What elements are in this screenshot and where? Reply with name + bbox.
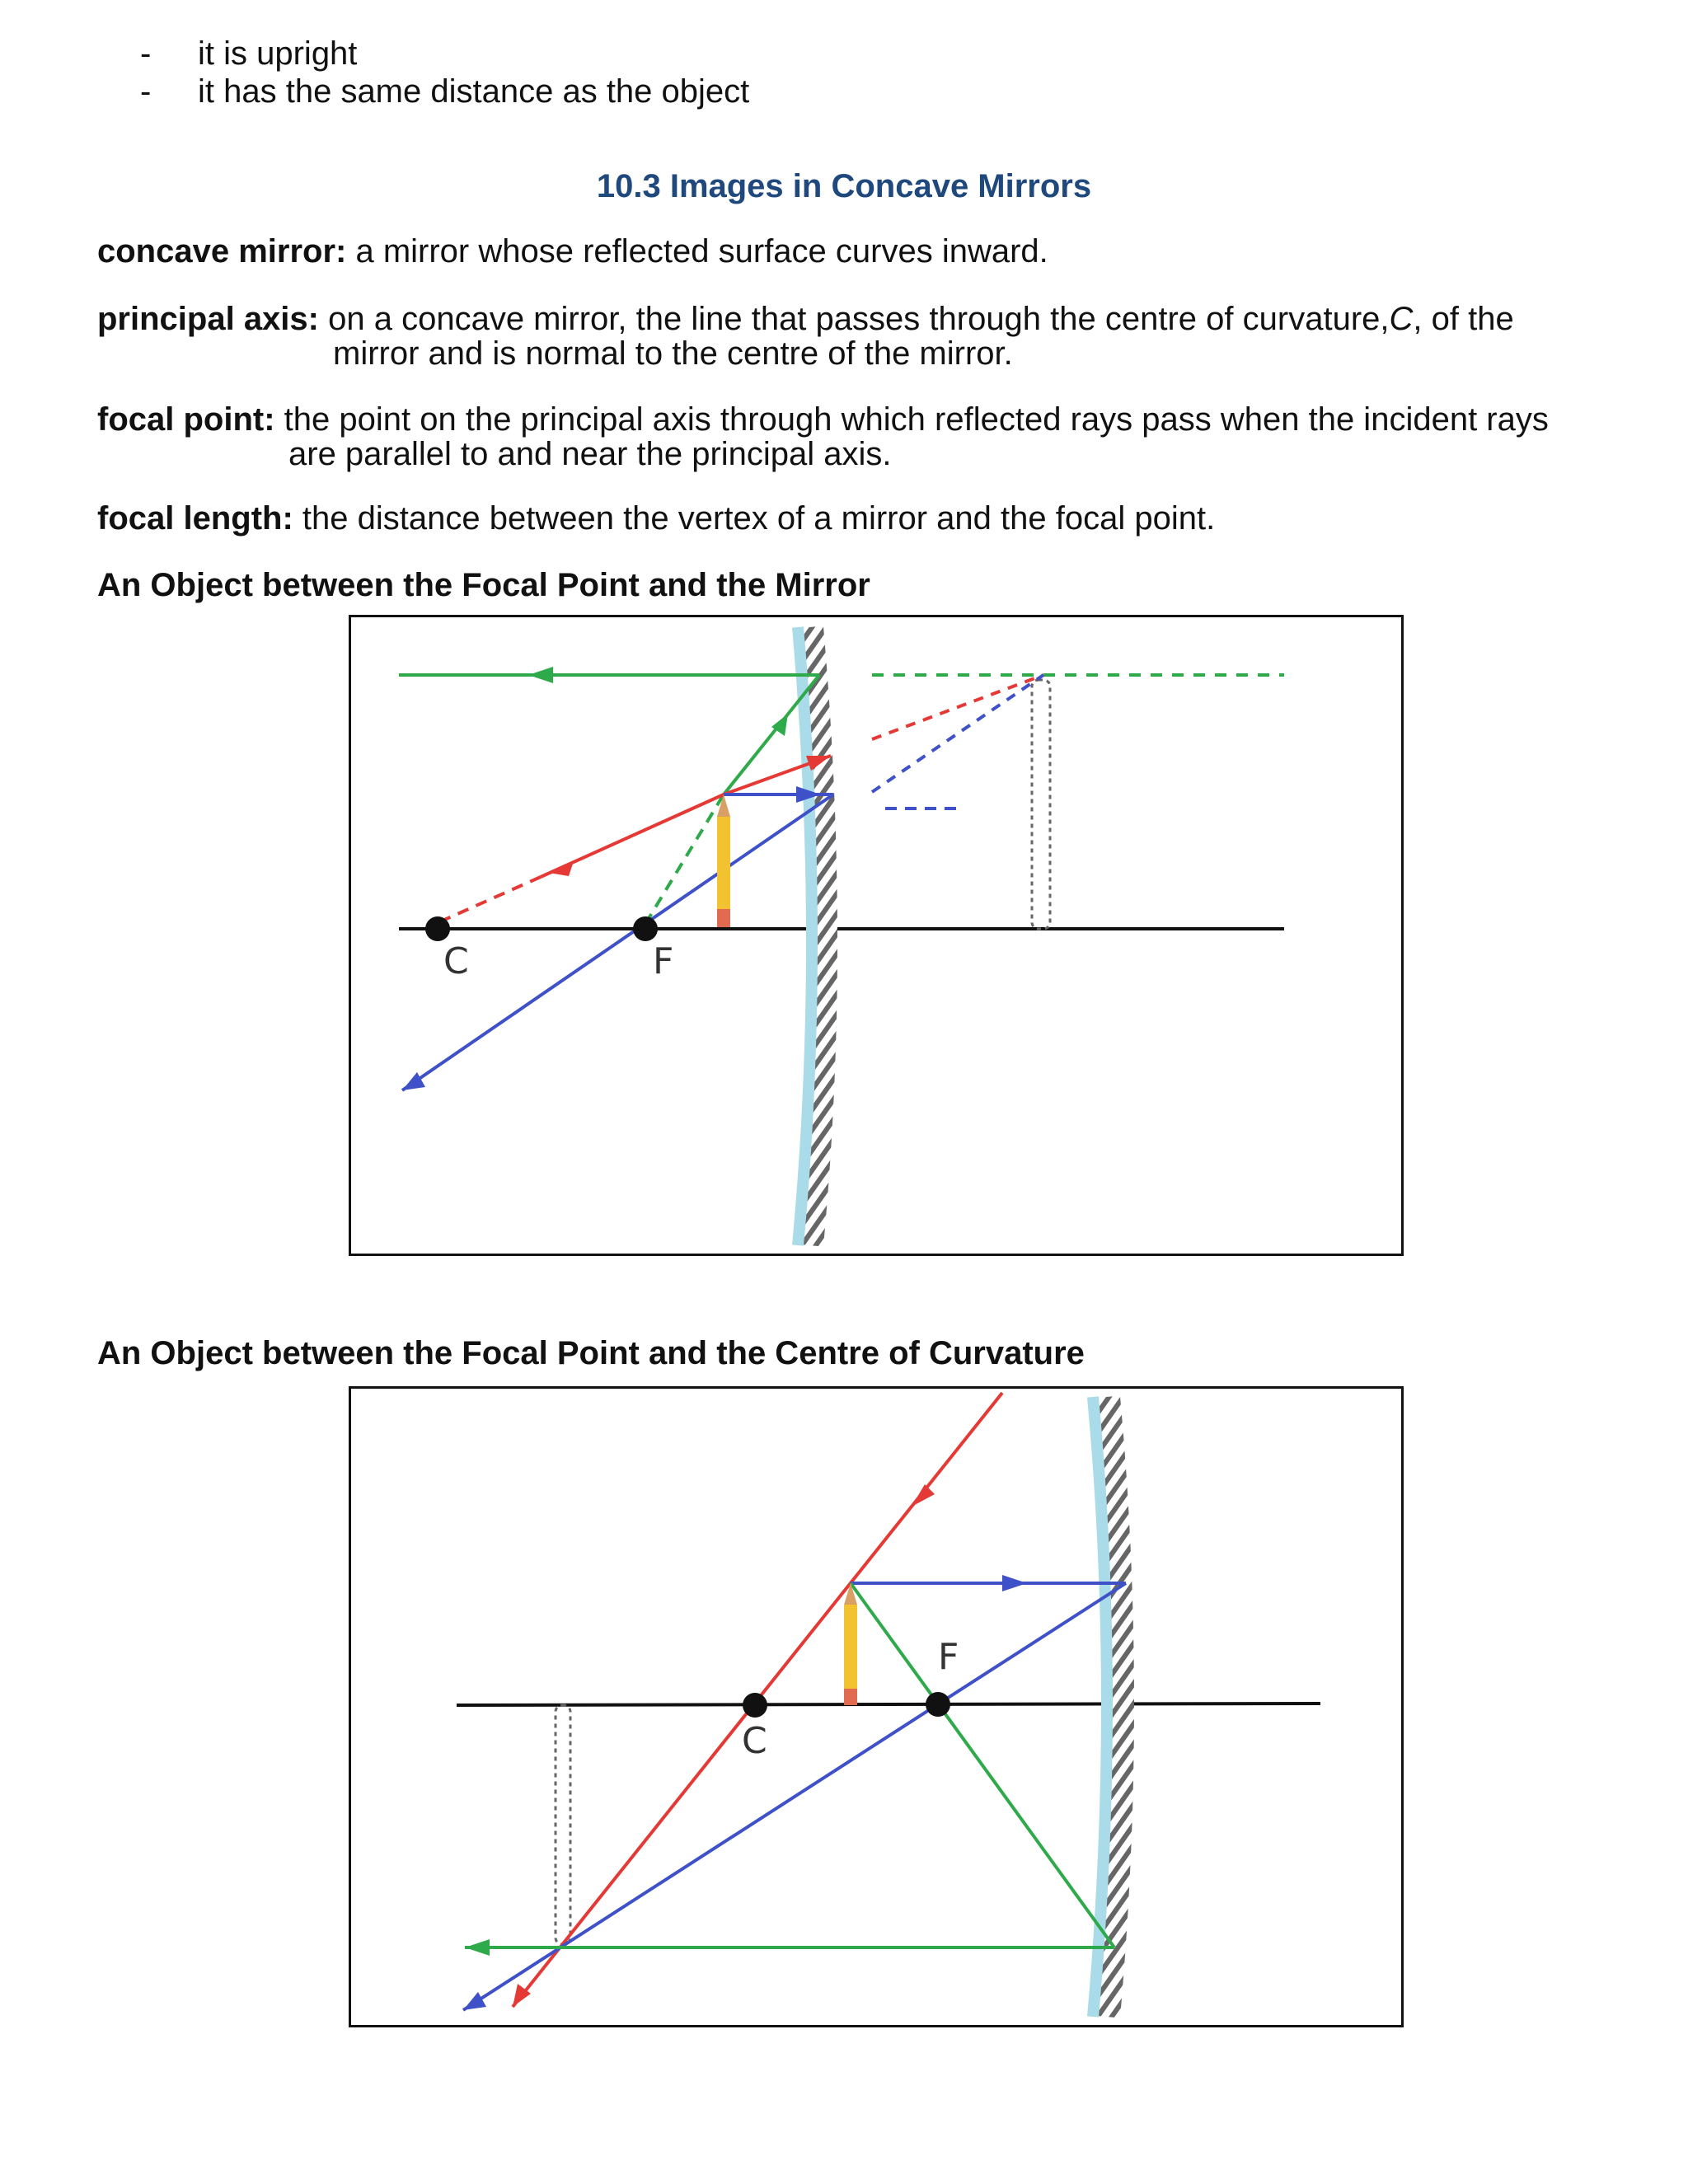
point-f [926, 1692, 950, 1717]
figure2-svg [351, 1389, 1401, 2025]
blue-arrowhead [463, 1992, 486, 2010]
definition-text: the distance between the vertex of a mirror and the focal point. [302, 500, 1216, 537]
blue-virtual-ray [872, 675, 1043, 792]
figure1-title: An Object between the Focal Point and the Mirror [97, 567, 870, 603]
point-c [425, 916, 450, 941]
bullet-item: - it is upright [140, 35, 358, 72]
pencil-object [717, 794, 730, 927]
figure1-svg [351, 617, 1401, 1254]
figure1-diagram [349, 615, 1404, 1256]
definition-text: the point on the principal axis through which reflected rays pass when the incident rays [284, 401, 1549, 438]
definition-text-end: , of the [1413, 301, 1514, 337]
label-c: C [742, 1720, 767, 1762]
red-ray-extension [435, 877, 541, 924]
concave-mirror [798, 627, 812, 1245]
section-heading: 10.3 Images in Concave Mirrors [596, 168, 1092, 204]
definition-term: focal length: [97, 500, 293, 537]
definition-focal-point [97, 402, 1581, 471]
green-arrowhead [528, 667, 553, 683]
definition-term: concave mirror: [97, 233, 347, 269]
definition-italic: C [1389, 301, 1414, 337]
figure2-title: An Object between the Focal Point and the Centre of Curvature [97, 1335, 1085, 1371]
definition-concave-mirror [97, 234, 1581, 269]
bullet-text: it is upright [198, 35, 358, 72]
red-arrowhead [549, 861, 574, 876]
pencil-object [844, 1583, 857, 1705]
definition-focal-length [97, 501, 1581, 536]
definition-text: a mirror whose reflected surface curves inward. [355, 233, 1048, 269]
virtual-image [1032, 680, 1050, 929]
bullet-text: it has the same distance as the object [198, 73, 750, 110]
bullet-list [140, 35, 749, 110]
label-c: C [443, 940, 469, 982]
real-image [556, 1705, 570, 1944]
bullet-item: - it has the same distance as the object [140, 73, 750, 110]
label-f: F [653, 940, 674, 982]
red-arrowhead [912, 1484, 935, 1507]
blue-arrowhead [1002, 1575, 1027, 1591]
definition-term: principal axis: [97, 301, 319, 337]
red-virtual-ray [872, 675, 1043, 739]
definition-continuation: are parallel to and near the principal axis. [288, 436, 892, 472]
green-ray-incident [851, 1583, 1114, 1947]
figure2-diagram [349, 1386, 1404, 2027]
concave-mirror [1093, 1397, 1107, 2017]
definition-text: on a concave mirror, the line that passes through the centre of curvature, [328, 301, 1390, 337]
definition-principal-axis [97, 302, 1581, 371]
green-arrowhead [465, 1939, 490, 1956]
point-c [743, 1693, 767, 1718]
label-f: F [938, 1636, 959, 1678]
principal-axis [457, 1704, 1320, 1705]
definition-term: focal point: [97, 401, 275, 438]
definition-continuation: mirror and is normal to the centre of the mirror. [333, 335, 1013, 372]
point-f [633, 916, 658, 941]
